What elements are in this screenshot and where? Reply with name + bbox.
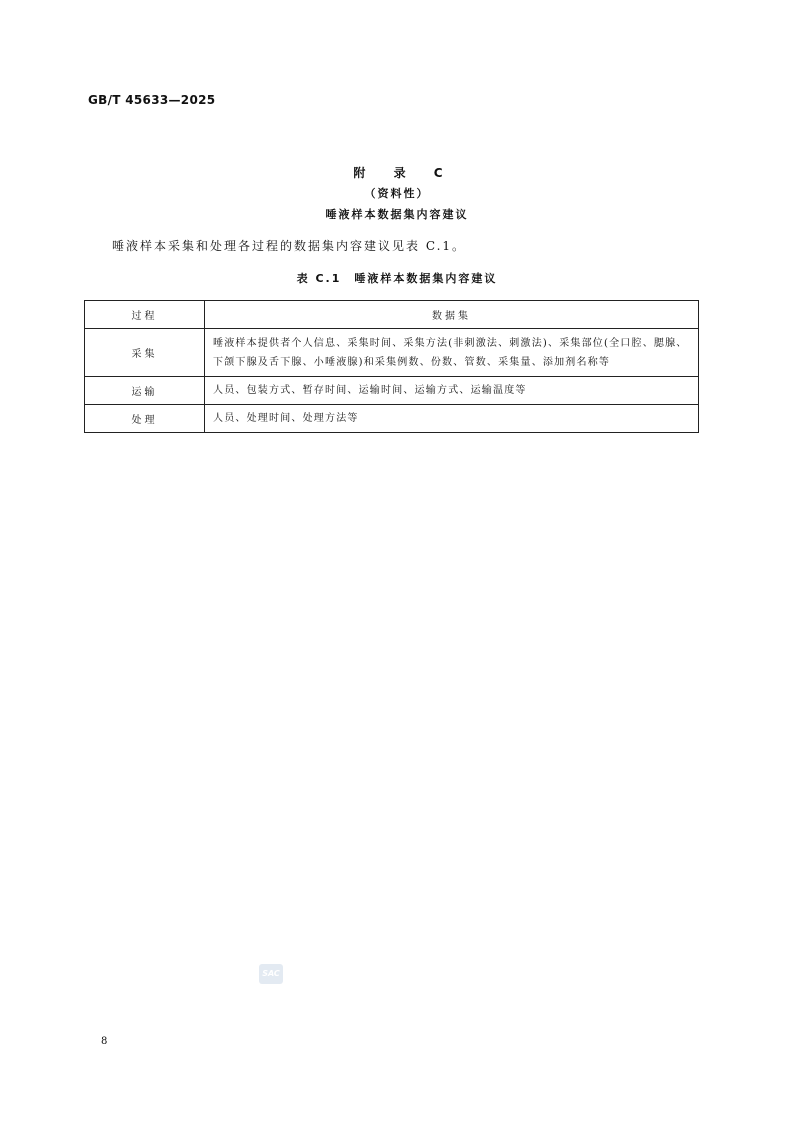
process-cell: 运输 [85, 377, 205, 405]
page-number: 8 [101, 1036, 108, 1047]
dataset-table [84, 300, 699, 433]
column-header-dataset: 数据集 [205, 301, 699, 329]
table-row [85, 377, 699, 405]
appendix-title: 附 录 C [353, 166, 455, 180]
intro-paragraph: 唾液样本采集和处理各过程的数据集内容建议见表 C.1。 [112, 239, 467, 253]
appendix-name: 唾液样本数据集内容建议 [325, 208, 469, 221]
process-cell: 处理 [85, 405, 205, 433]
column-header-process: 过程 [85, 301, 205, 329]
table-caption: 表 C.1 唾液样本数据集内容建议 [296, 272, 498, 285]
sac-watermark-logo: SAC [259, 964, 283, 984]
process-cell: 采集 [85, 329, 205, 377]
dataset-cell: 人员、处理时间、处理方法等 [205, 405, 699, 433]
standard-code: GB/T 45633—2025 [88, 93, 216, 107]
table-row [85, 405, 699, 433]
dataset-cell: 人员、包装方式、暂存时间、运输时间、运输方式、运输温度等 [205, 377, 699, 405]
table-row [85, 329, 699, 377]
dataset-cell: 唾液样本提供者个人信息、采集时间、采集方法(非刺激法、刺激法)、采集部位(全口腔、腮腺、下颌下腺及舌下腺、小唾液腺)和采集例数、份数、管数、采集量、添加剂名称等 [205, 329, 699, 377]
appendix-nature: （资料性） [364, 187, 430, 200]
table-header-row [85, 301, 699, 329]
